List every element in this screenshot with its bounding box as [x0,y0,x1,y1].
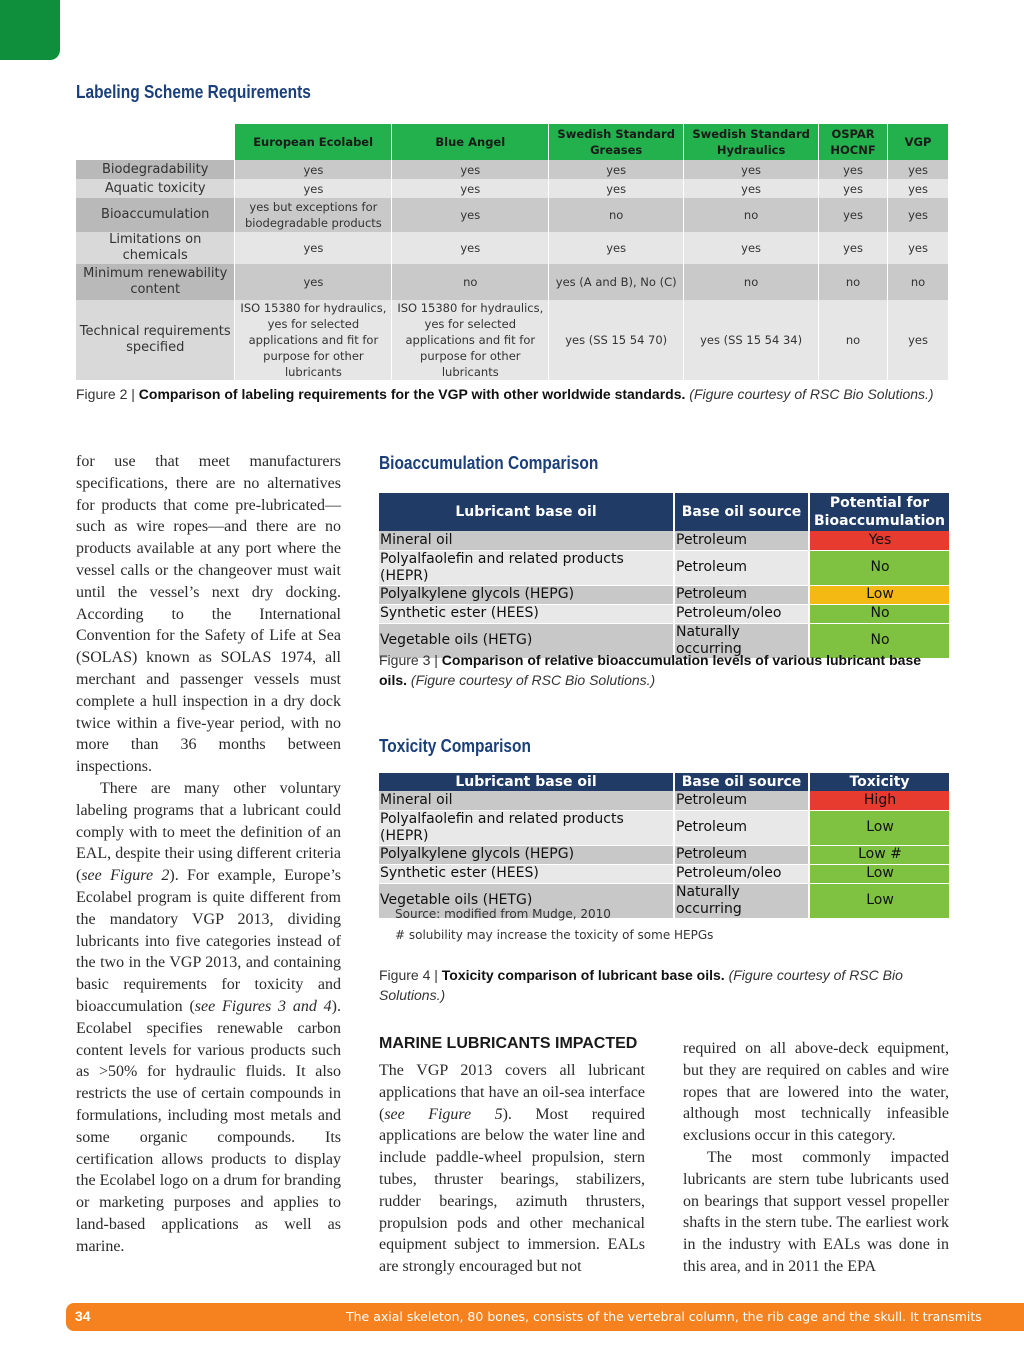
table-cell: yes [684,232,819,264]
caption-credit: (Figure courtesy of RSC Bio Solutions.) [379,967,903,1003]
body-paragraph [379,1060,645,1278]
toxicity-table [379,773,949,919]
oil-source: Petroleum [674,531,809,550]
text-run: ). For example, Europe’s Ecolabel program is quite different from the mandatory VGP 2013, dividing lubricants into five categories instead of the two in the VGP 2013, and containing basic requirements for toxicity and bioaccumulation ( [76,867,341,1015]
column-header: Lubricant base oil [379,773,674,791]
figure-3-caption [379,650,951,690]
row-label: Limitations on chemicals [76,232,235,264]
column-header: European Ecolabel [235,124,392,160]
column-header: Swedish Standard Hydraulics [684,124,819,160]
column-header: Blue Angel [392,124,549,160]
toxicity-level: Low # [809,845,949,864]
row-label: Minimum renewability content [76,264,235,300]
table-cell: yes [235,179,392,198]
oil-source: Petroleum/oleo [674,604,809,623]
figure-reference: see Figures 3 and 4 [194,997,332,1015]
table-cell: ISO 15380 for hydraulics, yes for selected applications and fit for purpose for other lubricants [235,300,392,380]
text-run: The VGP 2013 covers all lubricant applications that have an oil-sea interface ( [379,1062,645,1123]
table-cell: yes [392,198,549,232]
oil-name: Vegetable oils (HETG) [379,883,674,918]
table-cell: yes [235,160,392,179]
caption-title: Comparison of relative bioaccumulation levels of various lubricant base oils. [379,652,922,688]
bioaccumulation-heading: Bioaccumulation Comparison [379,453,599,473]
toxicity-level: High [809,791,949,810]
oil-source: Naturally occurring [674,623,809,658]
column-header: Toxicity [809,773,949,791]
column-header: Swedish Standard Greases [549,124,684,160]
oil-name: Mineral oil [379,791,674,810]
oil-name: Synthetic ester (HEES) [379,864,674,883]
footer-bar [66,1303,1024,1331]
table-cell: yes [392,179,549,198]
table-row [379,550,949,585]
oil-source: Petroleum [674,791,809,810]
column-header: Base oil source [674,773,809,791]
body-paragraph: The most commonly impacted lubricants are stern tube lubricants used on bearings that support vessel propeller shafts in the stern tube. The earliest work in the industry with EALs was done in this area, and in 2011 the EPA [683,1148,949,1275]
table-cell: no [684,198,819,232]
toxicity-level: Low [809,810,949,845]
table-cell: yes [819,232,888,264]
bioaccumulation-level: Yes [809,531,949,550]
column-header: VGP [888,124,949,160]
figure-label: Figure 2 [76,386,128,402]
table-row [76,264,949,300]
table-cell: yes [549,232,684,264]
table-row [76,198,949,232]
row-label: Technical requirements specified [76,300,235,380]
bioaccumulation-level: No [809,604,949,623]
table-row [379,531,949,550]
table-cell: yes (A and B), No (C) [549,264,684,300]
table-cell: yes [888,300,949,380]
oil-name: Polyalfaolefin and related products (HEPR) [379,550,674,585]
column-header: Lubricant base oil [379,493,674,531]
table-row [379,845,949,864]
figure-reference: see Figure 2 [81,867,170,885]
oil-name: Mineral oil [379,531,674,550]
column-header: Base oil source [674,493,809,531]
oil-source: Petroleum [674,585,809,604]
body-column-right [683,1038,949,1278]
oil-name: Polyalkylene glycols (HEPG) [379,845,674,864]
bioaccumulation-level: Low [809,585,949,604]
table-row [76,160,949,179]
table-cell: yes [888,179,949,198]
caption-credit: (Figure courtesy of RSC Bio Solutions.) [410,672,656,688]
text-run: ). Most required applications are below the water line and include paddle-wheel propulsion, stern tubes, thruster bearings, stabilizers, rudder bearings, azimuth thrusters, propulsion pods and other mechanical equipment subject to immersion. EALs are strongly encouraged but not [379,1105,645,1276]
text-run: ). Ecolabel specifies renewable carbon content levels for various products such as >50% for hydraulic fluids. It also restricts the use of certain compounds in formulations, including most metals and some organic compounds. Its certification allows products to display the Ecolabel logo on a drum for branding or marketing purposes and applies to land-based applications as well as marine. [76,997,341,1255]
section-title: Labeling Scheme Requirements [76,82,311,102]
footer-running-text: The axial skeleton, 80 bones, consists of the vertebral column, the rib cage and the skull. It transmits [346,1309,982,1324]
table-row [76,300,949,380]
row-label: Biodegradability [76,160,235,179]
figure-reference: see Figure 5 [384,1105,503,1123]
oil-source: Petroleum/oleo [674,864,809,883]
table-cell: yes [819,198,888,232]
table-row [379,864,949,883]
page-number: 34 [75,1308,91,1324]
row-label: Aquatic toxicity [76,179,235,198]
table-cell: yes [888,198,949,232]
toxicity-level: Low [809,883,949,918]
body-column-left [76,451,341,1257]
body-paragraph [76,778,341,1258]
table-row [379,810,949,845]
table-row [76,179,949,198]
column-header: OSPAR HOCNF [819,124,888,160]
table-cell: yes [819,160,888,179]
table-cell: yes [235,232,392,264]
table-cell: yes [549,179,684,198]
oil-source: Petroleum [674,810,809,845]
figure-2-caption [76,384,956,404]
table-cell: no [392,264,549,300]
table-cell: ISO 15380 for hydraulics, yes for selected applications and fit for purpose for other lubricants [392,300,549,380]
bioaccumulation-table [379,493,949,659]
bioaccumulation-level: No [809,550,949,585]
table-cell: yes [819,179,888,198]
figure-label: Figure 3 [379,652,431,668]
table-cell: yes [392,160,549,179]
figure-label: Figure 4 [379,967,431,983]
oil-name: Polyalfaolefin and related products (HEPR) [379,810,674,845]
oil-source: Petroleum [674,845,809,864]
oil-source: Petroleum [674,550,809,585]
oil-name: Polyalkylene glycols (HEPG) [379,585,674,604]
oil-name: Vegetable oils (HETG) [379,623,674,658]
labeling-requirements-table [76,124,949,380]
text-run: There are many other voluntary labeling programs that a lubricant could comply with to meet the definition of an EAL, despite their using different criteria ( [76,779,341,885]
table-cell: yes [888,160,949,179]
caption-separator: | [131,386,135,402]
table-cell: yes [888,232,949,264]
table-cell: yes [235,264,392,300]
table-cell: yes [684,179,819,198]
column-header: Potential for Bioaccumulation [809,493,949,531]
table-cell: yes [392,232,549,264]
corner-tab [0,0,60,60]
table-row [379,604,949,623]
body-paragraph: for use that meet manufacturers specifications, there are no alternatives for products that come pre-lubricated—such as wire ropes—and there are no products available at any port where the vessel calls or the changeover must wait until the vessel’s next dry docking. According to the International Convention for the Safety of Life at Sea (SOLAS) known as SOLAS 1974, all merchant and passenger vessels must complete a hull inspection in a dry dock twice within a five-year period, with no more than 36 months between inspections. [76,453,341,776]
table-cell: yes (SS 15 54 34) [684,300,819,380]
caption-title: Comparison of labeling requirements for the VGP with other worldwide standards. [138,386,686,402]
table-cell: yes but exceptions for biodegradable products [235,198,392,232]
caption-title: Toxicity comparison of lubricant base oils. [441,967,725,983]
table-footnote: # solubility may increase the toxicity of some HEPGs [395,928,714,942]
table-row [379,791,949,810]
toxicity-heading: Toxicity Comparison [379,736,531,756]
table-cell: no [888,264,949,300]
body-column-middle [379,1060,645,1278]
caption-separator: | [434,652,438,668]
table-row [379,585,949,604]
table-cell: no [549,198,684,232]
figure-4-caption [379,965,951,1005]
caption-credit: (Figure courtesy of RSC Bio Solutions.) [689,386,934,402]
body-paragraph: required on all above-deck equipment, but they are required on cables and wire ropes that are lowered into the water, although most technically infeasible exclusions occur in this category. [683,1040,949,1145]
table-row [76,232,949,264]
row-label: Bioaccumulation [76,198,235,232]
table-cell: yes (SS 15 54 70) [549,300,684,380]
table-source-note: Source: modified from Mudge, 2010 [395,907,611,921]
caption-separator: | [434,967,438,983]
oil-name: Synthetic ester (HEES) [379,604,674,623]
table-cell: no [819,300,888,380]
bioaccumulation-level: No [809,623,949,658]
table-cell: yes [684,160,819,179]
oil-source: Naturally occurring [674,883,809,918]
table-cell: no [684,264,819,300]
table-cell: yes [549,160,684,179]
marine-lubricants-heading: MARINE LUBRICANTS IMPACTED [379,1035,638,1052]
toxicity-level: Low [809,864,949,883]
table-cell: no [819,264,888,300]
